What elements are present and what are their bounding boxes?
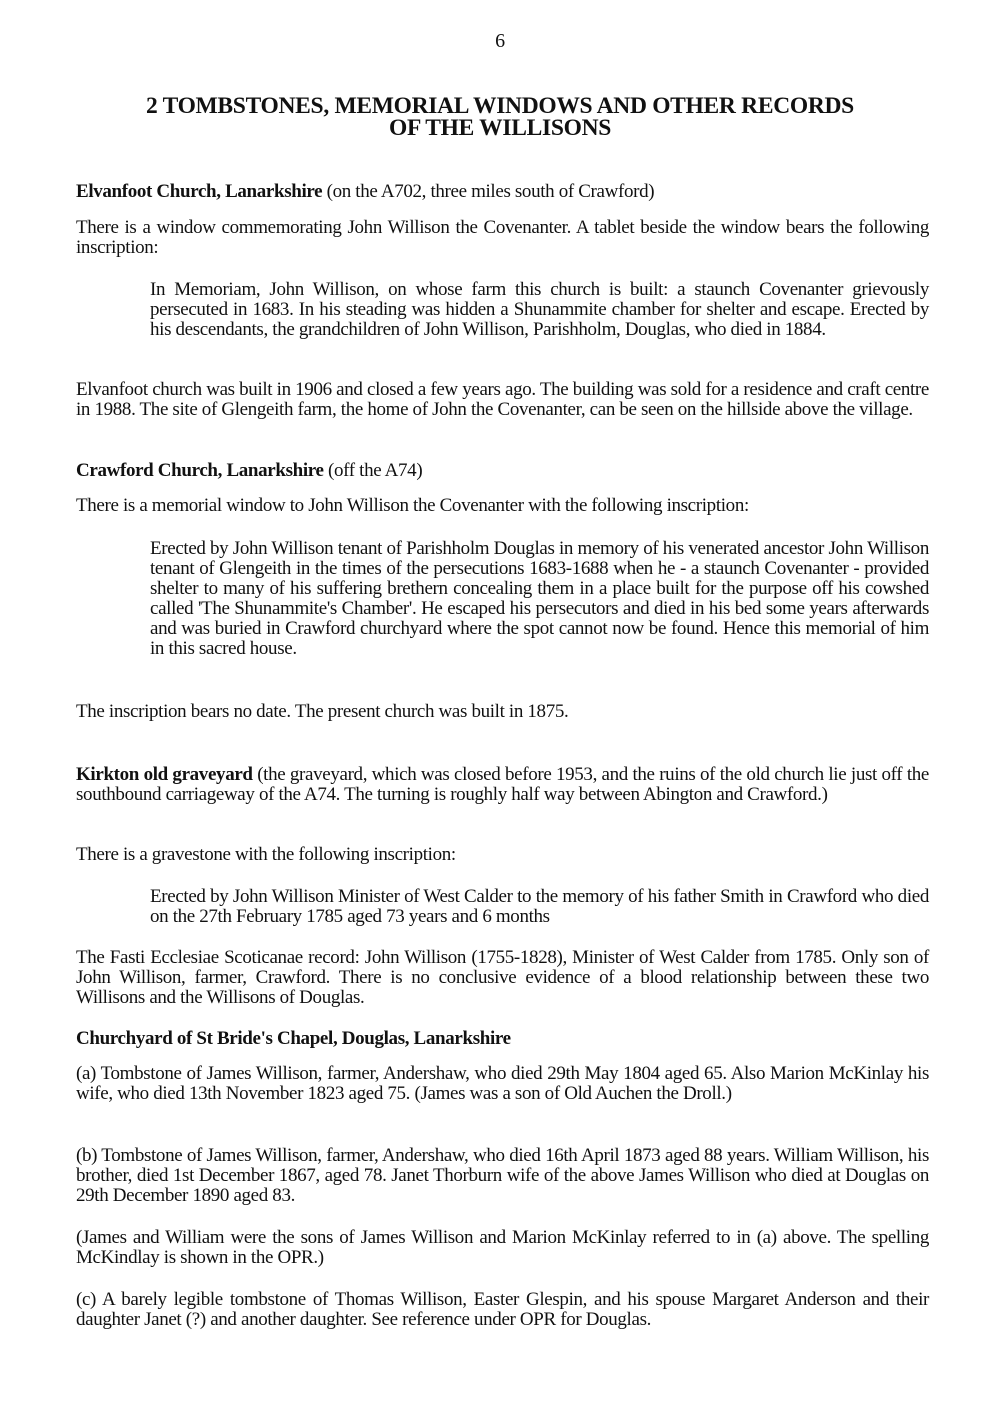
page-number: 6 — [495, 30, 505, 52]
st-brides-entry-c: (c) A barely legible tombstone of Thomas Willison, Easter Glespin, and his spouse Margaret Anderson and their daughter Janet (?) and another daughter. See reference under OPR for Douglas. — [76, 1289, 929, 1330]
elvanfoot-heading-detail: (on the A702, three miles south of Crawford) — [322, 181, 655, 202]
crawford-heading — [76, 461, 929, 481]
crawford-heading-detail: (off the A74) — [323, 460, 423, 481]
kirkton-heading-title: Kirkton old graveyard — [76, 764, 253, 785]
elvanfoot-heading — [76, 182, 929, 202]
elvanfoot-heading-title: Elvanfoot Church, Lanarkshire — [76, 181, 323, 202]
st-brides-entry-b-note: (James and William were the sons of James Willison and Marion McKinlay referred to in (a) above. The spelling McKindlay is shown in the OPR.) — [76, 1227, 929, 1268]
st-brides-entry-a: (a) Tombstone of James Willison, farmer, Andershaw, who died 29th May 1804 aged 65. Also Marion McKinlay his wife, who died 13th November 1823 aged 75. (James was a son of Old Auchen the Droll.) — [76, 1063, 929, 1104]
elvanfoot-intro: There is a window commemorating John Willison the Covenanter. A tablet beside the window bears the following inscription: — [76, 217, 929, 258]
kirkton-note: The Fasti Ecclesiae Scoticanae record: John Willison (1755-1828), Minister of West Calder from 1785. Only son of John Willison, farmer, Crawford. There is no conclusive evidence of a blood relationship between these two Willisons and the Willisons of Douglas. — [76, 947, 929, 1008]
chapter-title — [80, 95, 920, 139]
elvanfoot-note: Elvanfoot church was built in 1906 and closed a few years ago. The building was sold for a residence and craft centre in 1988. The site of Glengeith farm, the home of John the Covenanter, can be seen on the hillside above the village. — [76, 379, 929, 420]
chapter-title-line-1: 2 TOMBSTONES, MEMORIAL WINDOWS AND OTHER RECORDS — [146, 93, 854, 119]
elvanfoot-inscription: In Memoriam, John Willison, on whose farm this church is built: a staunch Covenanter grievously persecuted in 1683. In his steading was hidden a Shunammite chamber for shelter and escape. Erected by his descendants, the grandchildren of John Willison, Parishholm, Douglas, who died in 1884. — [150, 279, 929, 340]
crawford-inscription: Erected by John Willison tenant of Parishholm Douglas in memory of his venerated ancestor John Willison tenant of Glengeith in the times of the persecutions 1683-1688 when he - a staunch Covenanter - provided shelter to many of his suffering brethern concealing them in a place built for the purpose off his cowshed called 'The Shunammite's Chamber'. He escaped his persecutors and died in his bed some years afterwards and was buried in Crawford churchyard where the spot cannot now be found. Hence this memorial of him in this sacred house. — [150, 538, 929, 659]
kirkton-heading — [76, 765, 929, 805]
st-brides-heading — [76, 1029, 929, 1049]
st-brides-entry-b: (b) Tombstone of James Willison, farmer, Andershaw, who died 16th April 1873 aged 88 years. William Willison, his brother, died 1st December 1867, aged 78. Janet Thorburn wife of the above James Willison who died at Douglas on 29th December 1890 aged 83. — [76, 1145, 929, 1206]
crawford-intro: There is a memorial window to John Willison the Covenanter with the following inscription: — [76, 495, 749, 516]
kirkton-intro: There is a gravestone with the following inscription: — [76, 844, 456, 865]
crawford-heading-title: Crawford Church, Lanarkshire — [76, 460, 324, 481]
kirkton-inscription: Erected by John Willison Minister of West Calder to the memory of his father Smith in Crawford who died on the 27th February 1785 aged 73 years and 6 months — [150, 886, 929, 927]
st-brides-heading-title: Churchyard of St Bride's Chapel, Douglas, Lanarkshire — [76, 1028, 511, 1049]
kirkton-heading-detail: (the graveyard, which was closed before 1953, and the ruins of the old church lie just off the southbound carriageway of the A74. The turning is roughly half way between Abington and Crawford.) — [76, 764, 929, 805]
crawford-note: The inscription bears no date. The present church was built in 1875. — [76, 701, 569, 722]
chapter-title-line-2: OF THE WILLISONS — [388, 115, 612, 141]
